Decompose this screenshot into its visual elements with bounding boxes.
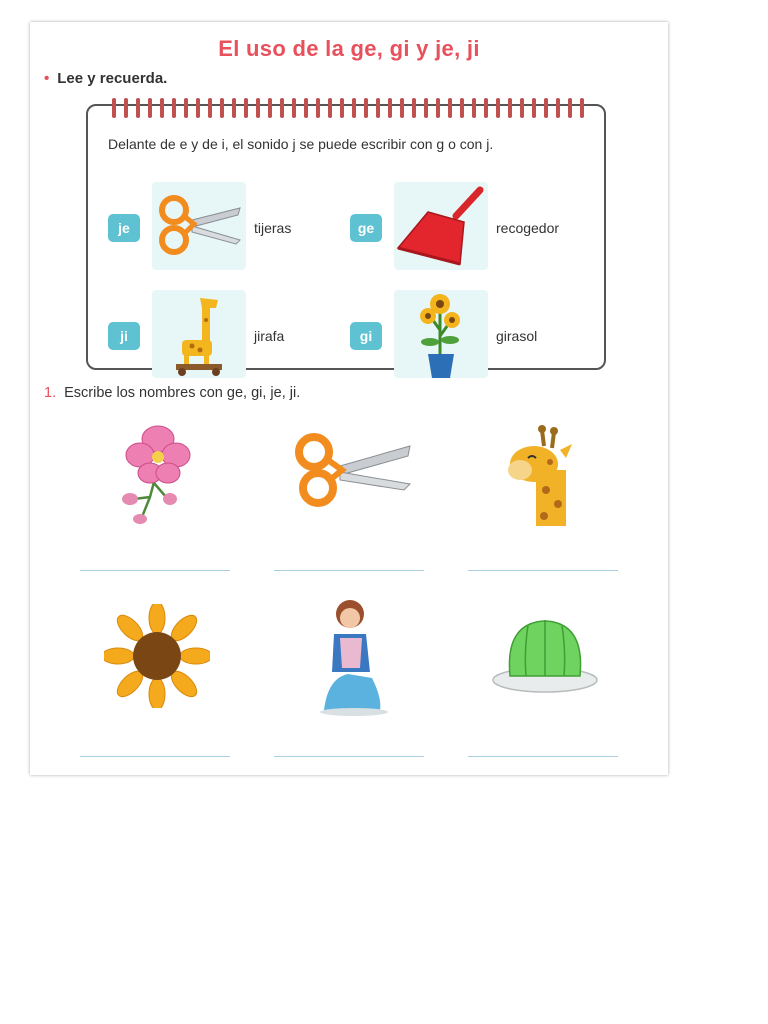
sunflower-icon	[104, 604, 210, 708]
word-girasol: girasol	[496, 328, 538, 344]
spiral-rings	[110, 98, 590, 118]
answer-line-3[interactable]	[468, 570, 618, 571]
word-tijeras: tijeras	[254, 220, 292, 236]
word-jirafa: jirafa	[254, 328, 285, 344]
syllable-badge-ji: ji	[108, 322, 140, 350]
answer-line-5[interactable]	[274, 756, 424, 757]
answer-line-2[interactable]	[274, 570, 424, 571]
dustpan-icon	[394, 182, 488, 270]
exercise-instruction	[44, 385, 300, 401]
word-recogedor: recogedor	[496, 220, 560, 236]
jelly-icon	[490, 614, 600, 696]
worksheet-page	[30, 22, 668, 775]
answer-line-4[interactable]	[80, 756, 230, 757]
rule-notebook	[86, 104, 606, 370]
syllable-badge-gi: gi	[350, 322, 382, 350]
answer-line-6[interactable]	[468, 756, 618, 757]
intro-text: Lee y recuerda.	[57, 70, 168, 87]
syllable-badge-je: je	[108, 214, 140, 242]
giraffe-icon	[506, 420, 576, 526]
scissors-icon	[290, 430, 414, 510]
scissors-icon	[152, 182, 246, 270]
exercise-text: Escribe los nombres con ge, gi, je, ji.	[64, 385, 301, 401]
potted-sunflower-icon	[394, 290, 488, 378]
kneeling-woman-icon	[314, 598, 394, 716]
rule-text: Delante de e y de i, el sonido j se puede escribir con g o con j.	[108, 136, 494, 152]
intro-instruction	[44, 70, 167, 87]
bullet: •	[44, 70, 50, 87]
syllable-badge-ge: ge	[350, 214, 382, 242]
exercise-number: 1.	[44, 385, 57, 401]
page-title: El uso de la ge, gi y je, ji	[218, 36, 480, 61]
giraffe-toy-icon	[152, 290, 246, 378]
answer-line-1[interactable]	[80, 570, 230, 571]
flower-icon	[110, 417, 206, 525]
